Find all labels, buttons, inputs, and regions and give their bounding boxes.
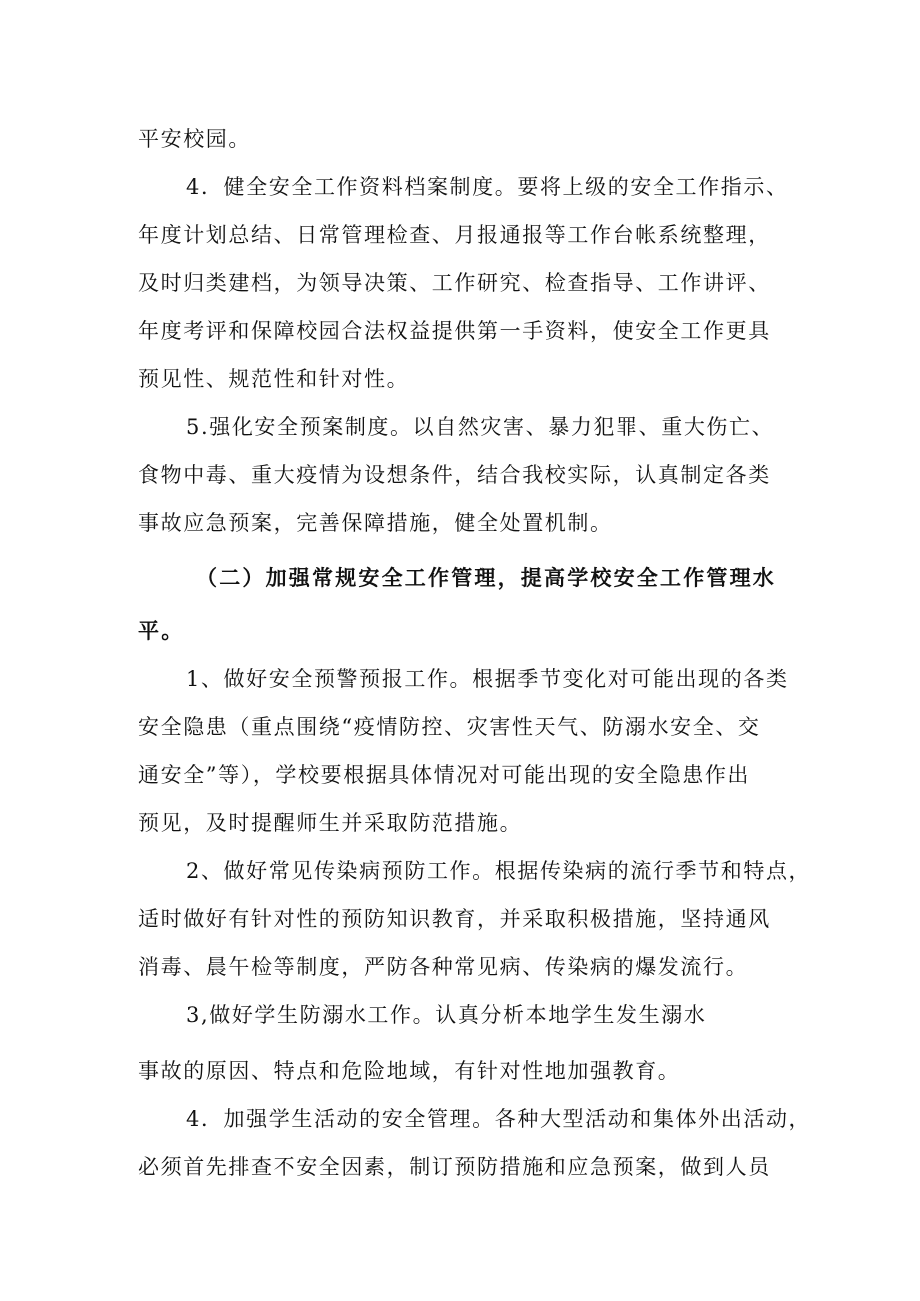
paragraph-start: 5.强化安全预案制度。以自然灾害、暴力犯罪、重大伤亡、 (186, 415, 775, 439)
text-line: 安全隐患（重点围绕“疫情防控、灾害性天气、防溺水安全、交 (138, 715, 761, 739)
text-line: 消毒、晨午检等制度，严防各种常见病、传染病的爆发流行。 (138, 955, 749, 979)
paragraph-start: 2、做好常见传染病预防工作。根据传染病的流行季节和特点， (186, 859, 812, 883)
text-line: 预见性、规范性和针对性。 (138, 367, 410, 391)
text-line: 及时归类建档，为领导决策、工作研究、检查指导、工作讲评、 (138, 271, 771, 295)
paragraph-start: 1、做好安全预警预报工作。根据季节变化对可能出现的各类 (186, 667, 789, 691)
text-line: 事故的原因、特点和危险地域，有针对性地加强教育。 (138, 1059, 681, 1083)
text-line: 食物中毒、重大疫情为设想条件，结合我校实际，认真制定各类 (138, 463, 771, 487)
section-heading: （二）加强常规安全工作管理，提高学校安全工作管理水 (196, 565, 776, 590)
text-line: 平安校园。 (138, 127, 251, 151)
text-line: 年度考评和保障校园合法权益提供第一手资料，使安全工作更具 (138, 319, 771, 343)
text-line: 事故应急预案，完善保障措施，健全处置机制。 (138, 511, 613, 535)
section-heading-continued: 平。 (138, 618, 185, 643)
paragraph-start: 4．健全安全工作资料档案制度。要将上级的安全工作指示、 (186, 175, 789, 199)
text-line: 通安全”等），学校要根据具体情况对可能出现的安全隐患作出 (138, 763, 751, 787)
text-line: 适时做好有针对性的预防知识教育，并采取积极措施，坚持通风 (138, 907, 771, 931)
text-line: 预见，及时提醒师生并采取防范措施。 (138, 811, 523, 835)
text-line: 必须首先排查不安全因素，制订预防措施和应急预案，做到人员 (138, 1155, 771, 1179)
paragraph-start: 3,做好学生防溺水工作。认真分析本地学生发生溺水 (186, 1003, 707, 1027)
paragraph-start: 4．加强学生活动的安全管理。各种大型活动和集体外出活动， (186, 1107, 812, 1131)
text-line: 年度计划总结、日常管理检查、月报通报等工作台帐系统整理， (138, 223, 771, 247)
